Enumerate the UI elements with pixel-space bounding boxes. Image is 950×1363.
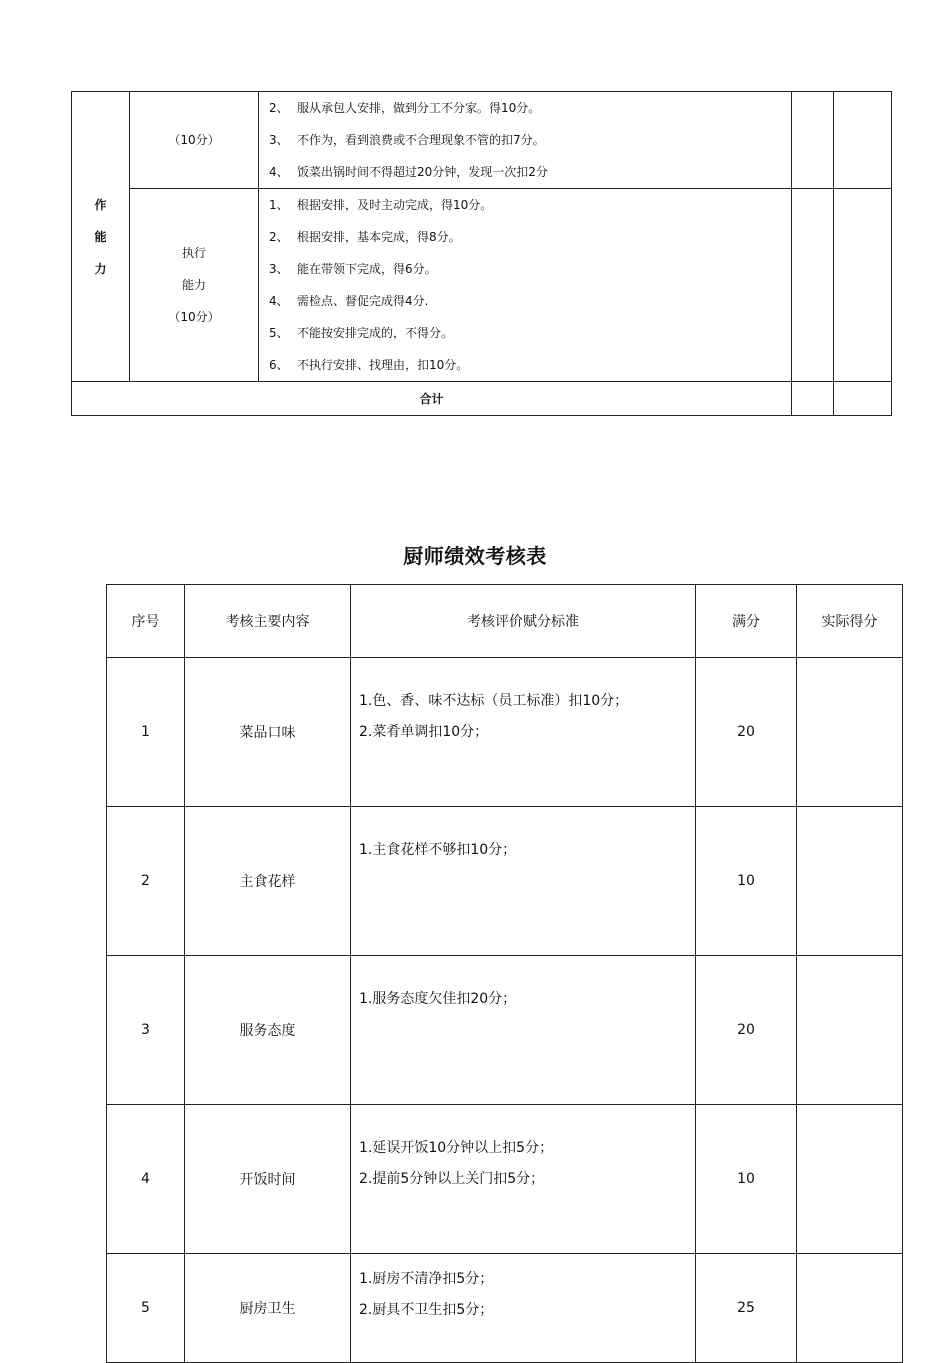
row-actual-score [797, 658, 903, 807]
row-actual-score [797, 1254, 903, 1363]
header-no: 序号 [107, 585, 185, 658]
header-actual-score: 实际得分 [797, 585, 903, 658]
criterion-line: 1.厨房不清净扣5分； [359, 1271, 494, 1287]
criterion-number: 3、 [269, 262, 289, 276]
criterion-text: 根据安排，及时主动完成，得10分。 [297, 198, 493, 212]
criterion-line [269, 92, 791, 124]
row-number: 3 [107, 956, 185, 1105]
row-number: 2 [107, 807, 185, 956]
row-criteria [351, 956, 696, 1105]
criterion-number: 4、 [269, 165, 289, 179]
criterion-number: 2、 [269, 230, 289, 244]
category-char: 力 [94, 261, 107, 276]
criterion-line: 1.服务态度欠佳扣20分； [359, 991, 517, 1007]
row-number: 5 [107, 1254, 185, 1363]
row-full-score: 25 [696, 1254, 797, 1363]
table-row [107, 807, 903, 956]
criterion-number: 5、 [269, 326, 289, 340]
criterion-text: 能在带领下完成，得6分。 [297, 262, 437, 276]
table-row [107, 658, 903, 807]
criterion-line: 1.色、香、味不达标（员工标准）扣10分； [359, 693, 629, 709]
row-actual-score [797, 956, 903, 1105]
table-row [107, 956, 903, 1105]
table-row [72, 189, 892, 382]
criterion-number: 2、 [269, 101, 289, 115]
criterion-line [269, 124, 791, 156]
subcategory-cell [130, 92, 259, 189]
criterion-number: 1、 [269, 198, 289, 212]
row-full-score: 10 [696, 807, 797, 956]
criterion-text: 不能按安排完成的，不得分。 [297, 326, 454, 340]
table-row [107, 1105, 903, 1254]
row-number: 1 [107, 658, 185, 807]
subcategory-label: （10分） [168, 133, 220, 147]
criterion-line: 2.菜肴单调扣10分； [359, 724, 489, 740]
row-criteria [351, 1105, 696, 1254]
criterion-text: 不作为，看到浪费或不合理现象不管的扣7分。 [297, 133, 545, 147]
table-row [72, 92, 892, 189]
criterion-number: 4、 [269, 294, 289, 308]
criterion-text: 服从承包人安排，做到分工不分家。得10分。 [297, 101, 541, 115]
criterion-line [269, 253, 791, 285]
row-item: 开饭时间 [185, 1105, 351, 1254]
criteria-cell [259, 92, 792, 189]
header-full-score: 满分 [696, 585, 797, 658]
total-row [72, 382, 892, 416]
header-criteria: 考核评价赋分标准 [351, 585, 696, 658]
row-criteria [351, 807, 696, 956]
criterion-text: 饭菜出锅时间不得超过20分钟，发现一次扣2分 [297, 165, 548, 179]
row-actual-score [797, 807, 903, 956]
score-cell [834, 189, 892, 382]
criterion-text: 需检点、督促完成得4分. [297, 294, 429, 308]
criterion-line [269, 189, 791, 221]
row-full-score: 10 [696, 1105, 797, 1254]
category-char: 能 [94, 229, 107, 244]
criterion-line: 1.主食花样不够扣10分； [359, 842, 517, 858]
row-item: 菜品口味 [185, 658, 351, 807]
chef-assessment-table [106, 584, 903, 1363]
chef-table-title: 厨师绩效考核表 [403, 544, 547, 568]
category-char: 作 [94, 197, 107, 212]
header-item: 考核主要内容 [185, 585, 351, 658]
score-cell [834, 382, 892, 416]
score-cell [834, 92, 892, 189]
row-actual-score [797, 1105, 903, 1254]
subcategory-label: 能力 [181, 278, 206, 292]
row-full-score: 20 [696, 658, 797, 807]
score-cell [792, 382, 834, 416]
criterion-number: 6、 [269, 358, 289, 372]
row-item: 服务态度 [185, 956, 351, 1105]
row-item: 厨房卫生 [185, 1254, 351, 1363]
criteria-cell [259, 189, 792, 382]
criterion-line: 1.延误开饭10分钟以上扣5分； [359, 1140, 554, 1156]
criterion-line [269, 156, 791, 188]
criterion-text: 不执行安排、找理由，扣10分。 [297, 358, 469, 372]
criterion-number: 3、 [269, 133, 289, 147]
row-criteria [351, 658, 696, 807]
subcategory-cell [130, 189, 259, 382]
subcategory-label: 执行 [181, 246, 206, 260]
criterion-line [269, 221, 791, 253]
score-cell [792, 189, 834, 382]
score-cell [792, 92, 834, 189]
criterion-line: 2.厨具不卫生扣5分； [359, 1302, 494, 1318]
criterion-line [269, 317, 791, 349]
row-criteria [351, 1254, 696, 1363]
criterion-line [269, 349, 791, 381]
upper-assessment-table [71, 91, 892, 416]
row-number: 4 [107, 1105, 185, 1254]
row-full-score: 20 [696, 956, 797, 1105]
table-row [107, 1254, 903, 1363]
header-row [107, 585, 903, 658]
category-cell [72, 92, 130, 382]
criterion-line: 2.提前5分钟以上关门扣5分； [359, 1171, 545, 1187]
criterion-line [269, 285, 791, 317]
subcategory-label: （10分） [168, 310, 220, 324]
criterion-text: 根据安排，基本完成，得8分。 [297, 230, 461, 244]
total-label: 合计 [72, 382, 792, 416]
row-item: 主食花样 [185, 807, 351, 956]
